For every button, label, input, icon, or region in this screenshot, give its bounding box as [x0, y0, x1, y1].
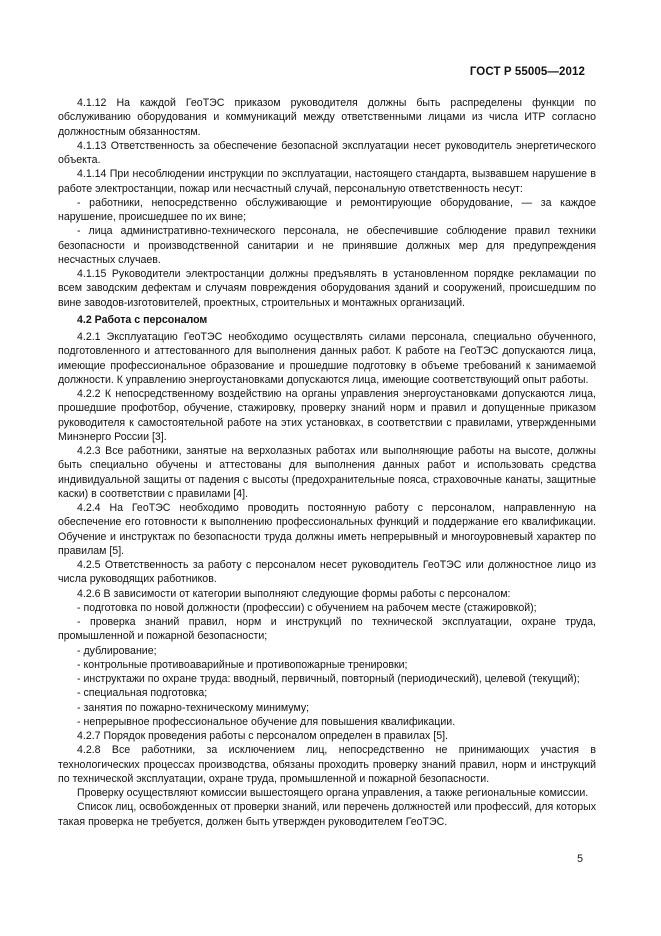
- standard-code: ГОСТ Р 55005—2012: [469, 66, 585, 78]
- paragraph-4-2-6: 4.2.6 В зависимости от категории выполняют следующие формы работы с персоналом:: [77, 587, 511, 600]
- paragraph-4-2-7: 4.2.7 Порядок проведения работы с персоналом определен в правилах [5].: [77, 730, 448, 742]
- list-item: - лица административно-технического персонала, не обеспечившие соблюдение правил техники безопасности и производственной санитарии и не принявшие должных мер для предупреждения несчастных случаев.: [58, 225, 596, 266]
- page-number: 5: [577, 853, 583, 865]
- paragraph-4-1-12: 4.1.12 На каждой ГеоТЭС приказом руководителя должны быть распределены функции по обслуживанию оборудования и коммуникаций между ответственными лицами из числа ИТР согласно должностным обязанностям.: [58, 97, 596, 138]
- document-body: [58, 96, 596, 829]
- paragraph-4-2-1: 4.2.1 Эксплуатацию ГеоТЭС необходимо осуществлять силами персонала, специально обученного, подготовленного и аттестованного для выполнения данных работ. К работе на ГеоТЭС допускаются лица, имеющие профессиональное образование и прошедшие подготовку в объеме требований к занимаемой должности. К управлению энергоустановками допускаются лица, имеющие соответствующий опыт работы.: [58, 331, 596, 386]
- list-item: - подготовка по новой должности (профессии) с обучением на рабочем месте (стажировкой);: [77, 601, 537, 614]
- paragraph-4-1-15: 4.1.15 Руководители электростанции должны предъявлять в установленном порядке рекламации по всем заводским дефектам и случаям повреждения оборудования зданий и сооружений, происшедшим по вине заводов-изготовителей, проектных, строительных и монтажных организаций.: [58, 268, 596, 309]
- paragraph-4-1-13: 4.1.13 Ответственность за обеспечение безопасной эксплуатации несет руководитель энергетического объекта.: [58, 139, 596, 166]
- list-item: - дублирование;: [77, 644, 157, 657]
- paragraph-4-2-5: 4.2.5 Ответственность за работу с персоналом несет руководитель ГеоТЭС или должностное лицо из числа руководящих работников.: [58, 559, 596, 586]
- list-item: - занятия по пожарно-техническому минимуму;: [77, 701, 310, 714]
- paragraph-4-2-8: 4.2.8 Все работники, за исключением лиц, непосредственно не принимающих участия в технологических процессах производства, обязаны проходить проверку знаний правил, норм и инструкций по технической эксплуатации, охране труда, промышленной и пожарной безопасности.: [58, 744, 596, 785]
- paragraph: Проверку осуществляют комиссии вышестоящего органа управления, а также региональные комиссии.: [77, 787, 589, 799]
- list-item: - инструктажи по охране труда: вводный, первичный, повторный (периодический), целевой (текущий);: [77, 673, 580, 685]
- paragraph: Список лиц, освобожденных от проверки знаний, или перечень должностей или профессий, для которых такая проверка не требуется, должен быть утвержден руководителем ГеоТЭС.: [58, 801, 596, 828]
- paragraph-4-2-3: 4.2.3 Все работники, занятые на верхолазных работах или выполняющие работы на высоте, должны быть специально обучены и аттестованы для выполнения данных работ и использовать средства индивидуальной защиты от падения с высоты (предохранительные пояса, страховочные канаты, защитные каски) в соответствии с правилами [4].: [58, 445, 596, 500]
- list-item: - работники, непосредственно обслуживающие и ремонтирующие оборудование, — за каждое нарушение, происшедшее по их вине;: [58, 196, 596, 223]
- list-item: - непрерывное профессиональное обучение для повышения квалификации.: [77, 715, 456, 728]
- paragraph-4-2-2: 4.2.2 К непосредственному воздействию на органы управления энергоустановками допускаются лица, прошедшие профотбор, обучение, стажировку, проверку знаний норм и правил и допущенные приказом руководителя к самостоятельной работе на этих установках, в соответствии с правилами, утвержденными Минэнерго России [3].: [58, 388, 596, 443]
- section-heading-4-2: 4.2 Работа с персоналом: [77, 313, 208, 326]
- list-item: - проверка знаний правил, норм и инструкций по технической эксплуатации, охране труда, промышленной и пожарной безопасности;: [58, 616, 596, 643]
- paragraph-4-1-14: 4.1.14 При несоблюдении инструкции по эксплуатации, настоящего стандарта, вызвавшем нарушение в работе электростанции, пожар или несчастный случай, персональную ответственность несут:: [58, 168, 596, 195]
- paragraph-4-2-4: 4.2.4 На ГеоТЭС необходимо проводить постоянную работу с персоналом, направленную на обеспечение его готовности к выполнению профессиональных функций и поддержание его квалификации. Обучение и инструктаж по безопасности труда должны иметь непрерывный и многоуровневый характер по правилам [5].: [58, 502, 596, 557]
- list-item: - специальная подготовка;: [77, 687, 208, 700]
- list-item: - контрольные противоаварийные и противопожарные тренировки;: [77, 658, 408, 671]
